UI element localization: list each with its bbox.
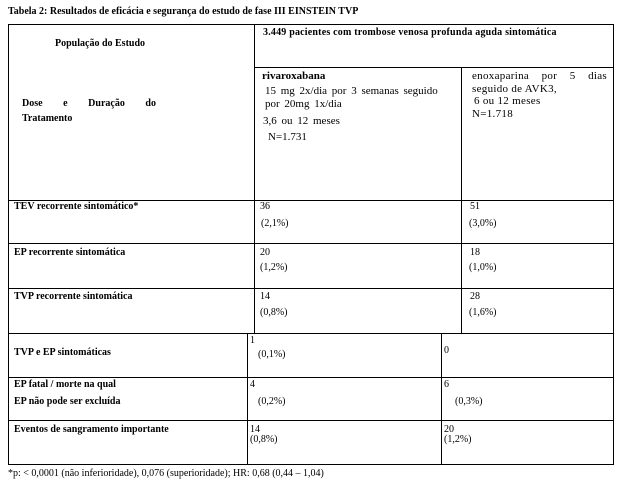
rivaroxaban-value-cell [247, 334, 441, 377]
enoxaparin-percent: (0,3%) [455, 396, 483, 407]
row-label: EP recorrente sintomática [14, 247, 126, 258]
enoxaparin-n: N=1.718 [472, 108, 513, 120]
rivaroxaban-duration: 3,6 ou 12 meses [263, 115, 340, 127]
row-label: TEV recorrente sintomático* [14, 201, 139, 212]
table-row [8, 377, 614, 420]
enoxaparin-percent: (1,0%) [469, 262, 497, 273]
enoxaparin-value-cell [461, 201, 614, 243]
results-table [8, 24, 614, 465]
enoxaparin-count: 28 [470, 291, 480, 302]
dose-label-line: Tratamento [22, 113, 73, 124]
enoxaparin-count: 51 [470, 201, 480, 212]
rivaroxaban-value-cell [254, 289, 461, 333]
enoxaparin-percent: (3,0%) [469, 218, 497, 229]
row-label-cell [8, 289, 254, 333]
row-label-cell [8, 378, 247, 420]
dose-row [8, 68, 614, 200]
rivaroxaban-n: N=1.731 [268, 131, 307, 143]
enoxaparin-regimen-line: seguido de AVK3, [472, 83, 557, 95]
enoxaparin-value-cell [441, 421, 614, 465]
population-label-cell [8, 24, 254, 68]
table-caption: Tabela 2: Resultados de eficácia e segurança do estudo de fase III EINSTEIN TVP [8, 6, 359, 17]
table-row [8, 200, 614, 243]
rivaroxaban-value-cell [247, 378, 441, 420]
rivaroxaban-value-cell [254, 201, 461, 243]
rivaroxaban-count: 36 [260, 201, 270, 212]
table-row [8, 243, 614, 288]
row-label: Eventos de sangramento importante [14, 424, 169, 435]
rivaroxaban-regimen-line: 15 mg 2x/dia por 3 semanas seguido [265, 85, 438, 97]
enoxaparin-count: 20 [444, 424, 454, 435]
enoxaparin-dose-cell [461, 68, 614, 200]
enoxaparin-regimen-line: enoxaparina por 5 dias [472, 70, 607, 82]
enoxaparin-value-cell [461, 244, 614, 288]
enoxaparin-value-cell [461, 289, 614, 333]
row-label-cell [8, 244, 254, 288]
population-value-cell [254, 24, 614, 68]
row-label: TVP e EP sintomáticas [14, 347, 111, 358]
rivaroxaban-dose-cell [254, 68, 461, 200]
rivaroxaban-percent: (2,1%) [261, 218, 289, 229]
rivaroxaban-percent: (0,2%) [258, 396, 286, 407]
enoxaparin-value-cell [441, 378, 614, 420]
dose-label [22, 96, 156, 126]
rivaroxaban-value-cell [254, 244, 461, 288]
enoxaparin-duration: 6 ou 12 meses [474, 95, 541, 107]
dose-label-cell [8, 68, 254, 200]
rivaroxaban-value-cell [247, 421, 441, 465]
row-label: TVP recorrente sintomática [14, 291, 133, 302]
rivaroxaban-percent: (0,8%) [250, 434, 278, 445]
rivaroxaban-percent: (1,2%) [260, 262, 288, 273]
table-row [8, 420, 614, 465]
enoxaparin-count: 6 [444, 379, 449, 390]
row-label-cell [8, 421, 247, 465]
rivaroxaban-percent: (0,8%) [260, 307, 288, 318]
rivaroxaban-count: 4 [250, 379, 255, 390]
dose-label-line: Dose e Duração do [22, 98, 156, 109]
rivaroxaban-regimen-line: por 20mg 1x/dia [265, 98, 342, 110]
population-label: População do Estudo [55, 38, 146, 49]
rivaroxaban-count: 20 [260, 247, 270, 258]
rivaroxaban-percent: (0,1%) [258, 349, 286, 360]
enoxaparin-percent: (1,6%) [469, 307, 497, 318]
rivaroxaban-count: 1 [250, 335, 255, 346]
enoxaparin-count: 0 [444, 345, 449, 356]
population-value: 3.449 pacientes com trombose venosa profunda aguda sintomática [263, 27, 557, 38]
table-footnote: *p: < 0,0001 (não inferioridade), 0,076 (superioridade); HR: 0,68 (0,44 – 1,04) [8, 468, 324, 479]
enoxaparin-count: 18 [470, 247, 480, 258]
enoxaparin-value-cell [441, 334, 614, 377]
rivaroxaban-name: rivaroxabana [262, 70, 326, 82]
row-label-cell [8, 334, 247, 377]
rivaroxaban-count: 14 [260, 291, 270, 302]
row-label: EP fatal / morte na qual [14, 379, 116, 390]
enoxaparin-percent: (1,2%) [444, 434, 472, 445]
rivaroxaban-count: 14 [250, 424, 260, 435]
table-row [8, 288, 614, 333]
row-label-cell [8, 201, 254, 243]
table-row [8, 333, 614, 377]
header-row [8, 24, 614, 68]
row-label: EP não pode ser excluída [14, 396, 121, 407]
